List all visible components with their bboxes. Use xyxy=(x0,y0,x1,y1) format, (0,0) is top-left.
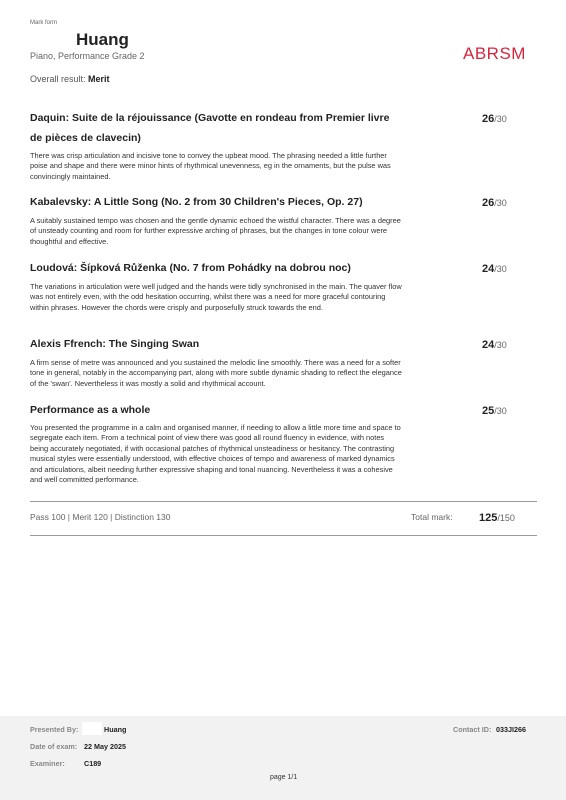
score-max: /30 xyxy=(494,264,507,274)
piece-comment: A suitably sustained tempo was chosen and the gentle dynamic echoed the wistful character. There was a degree of unsteady counting and room for further expressive arching of phrases, but the changes in tone colour were thoughtful and effective. xyxy=(30,216,401,246)
piece-title: Kabalevsky: A Little Song (No. 2 from 30 Children's Pieces, Op. 27) xyxy=(30,196,363,208)
contact-id-value: 033JI266 xyxy=(496,725,526,734)
score-max: /30 xyxy=(494,114,507,124)
piece-score xyxy=(482,405,507,417)
score-max: /30 xyxy=(494,340,507,350)
piece-score xyxy=(482,339,507,351)
score-max: /30 xyxy=(494,406,507,416)
piece-comment: You presented the programme in a calm and organised manner, if needing to allow a little more time and space to segregate each item. From a technical point of view there was good all round fluency in evidence, with notes being accurately negotiated, if with occasional patches of rhythmical unsteadiness or hesitancy. The contrasting musical styles were essentially understood, with effective choices of tempo and awareness of marked dynamics and articulations, albeit needing further expressive shaping and tonal nuancing. Nevertheless it was a cohesive and well committed performance. xyxy=(30,423,401,485)
score-value: 24 xyxy=(482,339,495,351)
overall-result-label: Overall result: xyxy=(30,74,86,84)
divider xyxy=(30,501,537,502)
page-number: page 1/1 xyxy=(270,774,298,781)
abrsm-logo: ABRSM xyxy=(463,44,526,63)
total-mark xyxy=(479,512,515,524)
exam-subtitle: Piano, Performance Grade 2 xyxy=(30,51,145,61)
total-mark-value: 125 xyxy=(479,512,498,524)
piece-comment: The variations in articulation were well judged and the hands were tidly synchronised in the main. The quaver flow was not entirely even, with the odd hesitation occurring, whilst there was a need for more graceful contouring within phrases. However the chords were crisply and purposefully struck towards the end. xyxy=(30,282,402,312)
score-value: 25 xyxy=(482,405,495,417)
piece-title: Alexis Ffrench: The Singing Swan xyxy=(30,338,200,350)
mark-form-label: Mark form xyxy=(30,20,57,26)
piece-score xyxy=(482,113,507,125)
score-value: 24 xyxy=(482,263,495,275)
presented-by-value: Huang xyxy=(104,725,127,734)
piece-title: Loudová: Šípková Růženka (No. 7 from Pohádky na dobrou noc) xyxy=(30,262,351,274)
piece-comment: A firm sense of metre was announced and you sustained the melodic line smoothly. There was a need for a softer tone in general, notably in the accompanying part, along with more subtle dynamic shading to reflect the elegance of the 'swan'. Nevertheless it was mostly a solid and rhythmical account. xyxy=(30,358,402,388)
piece-title: Performance as a whole xyxy=(30,404,151,416)
divider xyxy=(30,535,537,536)
exam-date-label: Date of exam: xyxy=(30,742,78,751)
examiner-label: Examiner: xyxy=(30,759,65,768)
piece-score xyxy=(482,197,507,209)
total-mark-max: /150 xyxy=(497,513,515,523)
candidate-name: Huang xyxy=(76,30,129,49)
piece-score xyxy=(482,263,507,275)
total-mark-label: Total mark: xyxy=(411,512,453,522)
presented-by-label: Presented By: xyxy=(30,725,79,734)
score-value: 26 xyxy=(482,197,495,209)
examiner-value: C189 xyxy=(84,759,102,768)
contact-id-label: Contact ID: xyxy=(453,725,492,734)
overall-result xyxy=(30,74,110,84)
redaction-box xyxy=(82,722,102,735)
score-value: 26 xyxy=(482,113,495,125)
score-max: /30 xyxy=(494,198,507,208)
exam-date-value: 22 May 2025 xyxy=(84,742,126,751)
piece-title: Daquin: Suite de la réjouissance (Gavotte en rondeau from Premier livre de pièces de clavecin) xyxy=(30,112,390,144)
piece-comment: There was crisp articulation and incisive tone to convey the upbeat mood. The phrasing needed a little further poise and shape and there were minor hints of rhythmical unevenness, eg in the ornaments, but the pulse was convincingly maintained. xyxy=(30,151,391,181)
overall-result-value: Merit xyxy=(88,74,110,84)
grade-thresholds: Pass 100 | Merit 120 | Distinction 130 xyxy=(30,512,171,522)
